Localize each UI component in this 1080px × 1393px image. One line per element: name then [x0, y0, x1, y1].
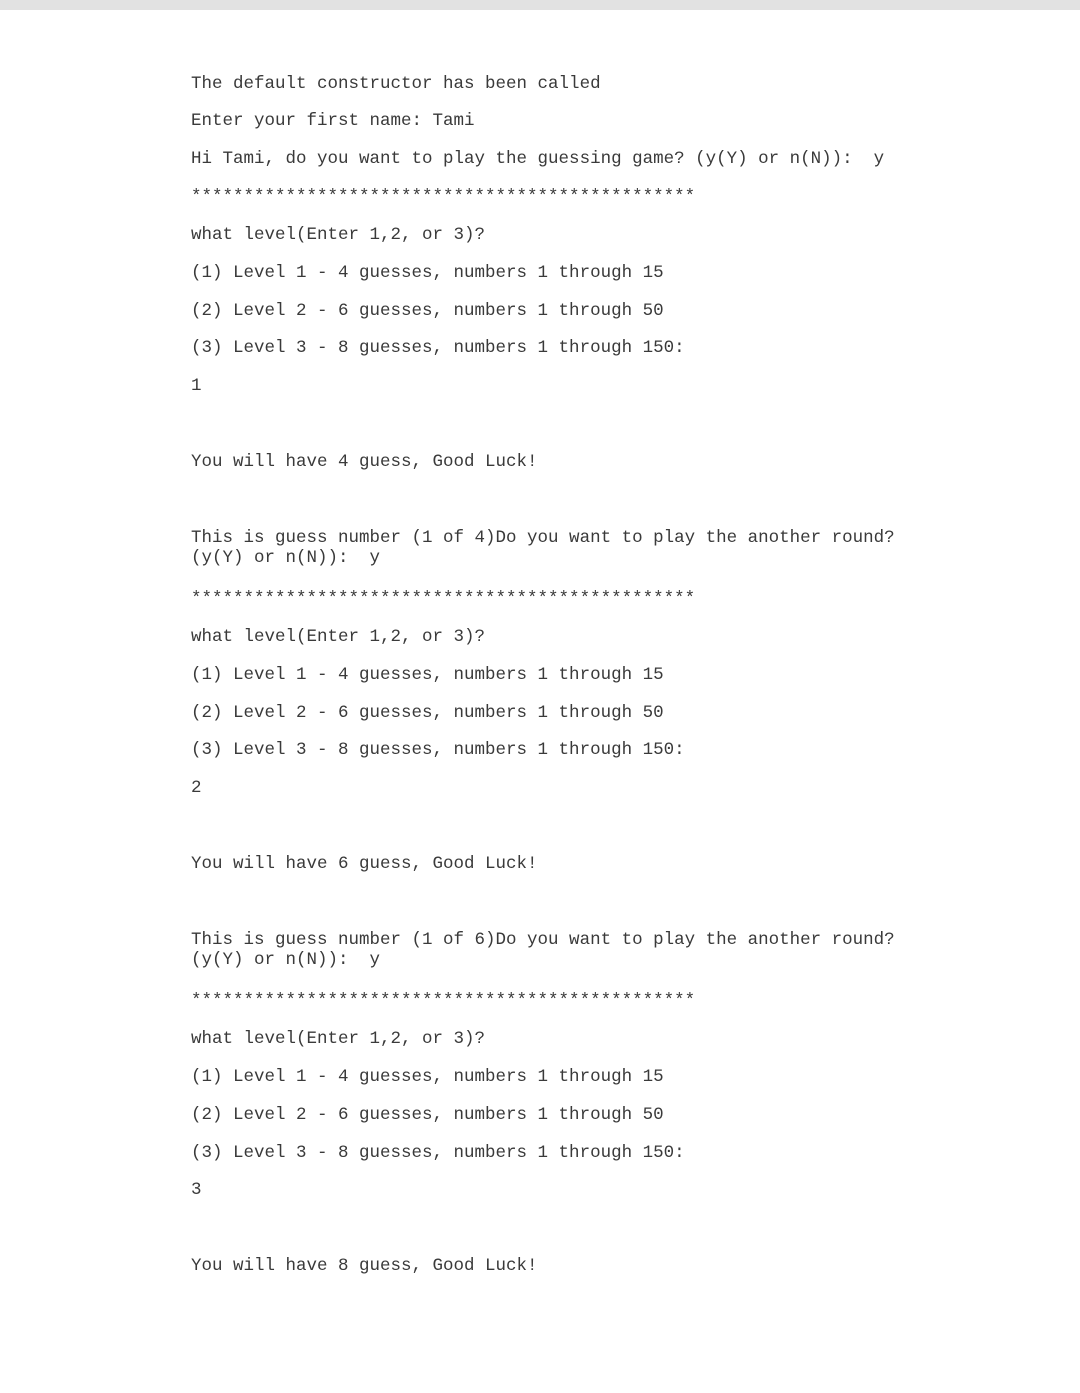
text-line: (3) Level 3 - 8 guesses, numbers 1 through 150:	[191, 338, 685, 358]
text-line: Hi Tami, do you want to play the guessing game? (y(Y) or n(N)): y	[191, 149, 885, 169]
top-border	[0, 0, 1080, 10]
text-line: (2) Level 2 - 6 guesses, numbers 1 through 50	[191, 703, 664, 723]
text-line: (3) Level 3 - 8 guesses, numbers 1 through 150:	[191, 740, 685, 760]
text-line: You will have 8 guess, Good Luck!	[191, 1256, 538, 1276]
text-line: (2) Level 2 - 6 guesses, numbers 1 through 50	[191, 1105, 664, 1125]
separator-line: ************************************************	[191, 187, 696, 207]
text-line: what level(Enter 1,2, or 3)?	[191, 225, 486, 245]
user-input-line: 3	[191, 1180, 202, 1200]
user-input-line: 2	[191, 778, 202, 798]
text-line: (2) Level 2 - 6 guesses, numbers 1 through 50	[191, 301, 664, 321]
console-output	[191, 10, 1021, 1276]
document-page	[0, 10, 1080, 1393]
text-line: This is guess number (1 of 6)Do you want to play the another round? (y(Y) or n(N)): y	[191, 930, 895, 970]
text-line: (3) Level 3 - 8 guesses, numbers 1 through 150:	[191, 1143, 685, 1163]
text-line: This is guess number (1 of 4)Do you want to play the another round? (y(Y) or n(N)): y	[191, 528, 895, 568]
separator-line: ************************************************	[191, 991, 696, 1011]
text-line: (1) Level 1 - 4 guesses, numbers 1 through 15	[191, 263, 664, 283]
text-line: You will have 6 guess, Good Luck!	[191, 854, 538, 874]
text-line: what level(Enter 1,2, or 3)?	[191, 1029, 486, 1049]
text-line: You will have 4 guess, Good Luck!	[191, 452, 538, 472]
text-line: (1) Level 1 - 4 guesses, numbers 1 through 15	[191, 1067, 664, 1087]
text-line: what level(Enter 1,2, or 3)?	[191, 627, 486, 647]
user-input-line: 1	[191, 376, 202, 396]
text-line: Enter your first name: Tami	[191, 111, 475, 131]
text-line: The default constructor has been called	[191, 74, 601, 94]
text-line: (1) Level 1 - 4 guesses, numbers 1 through 15	[191, 665, 664, 685]
separator-line: ************************************************	[191, 589, 696, 609]
